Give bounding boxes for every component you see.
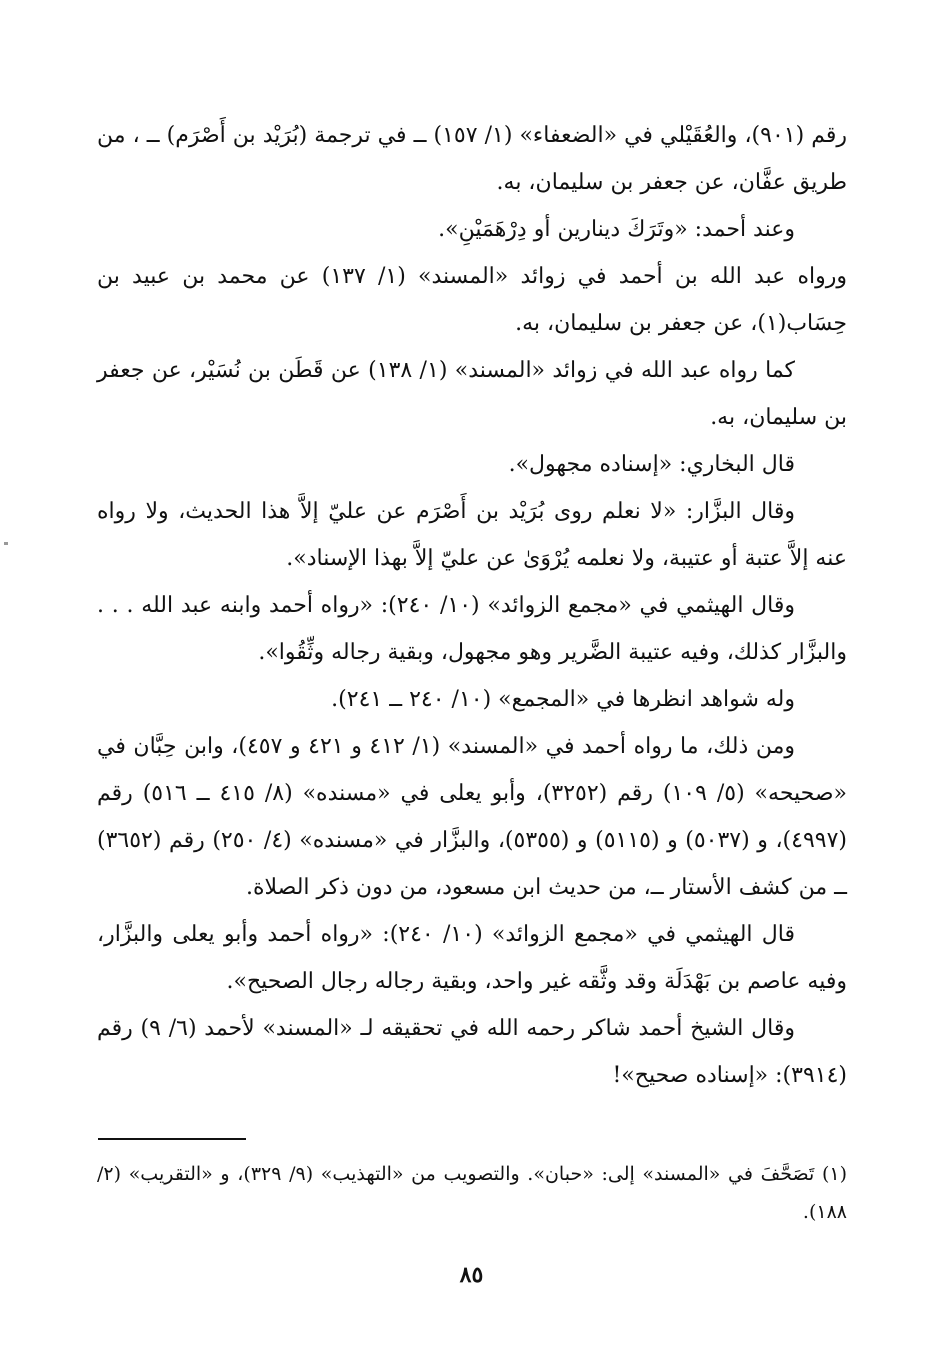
paragraph-2: وعند أحمد: «وتَرَكَ دينارين أو دِرْهَمَيْنِ». (438, 217, 795, 242)
paragraph-9: ومن ذلك، ما رواه أحمد في «المسند» (١/ ٤١٢ و ٤٢١ و ٤٥٧)، وابن حِبَّان في «صحيحه» (٥/ ١٠٩) رقم (٣٢٥٢)، وأبو يعلى في «مسنده» (٨/ ٤١٥ ــ ٥١٦) رقم (٤٩٩٧)، و (٥٠٣٧) و (٥١١٥) و (٥٣٥٥)، والبزَّار في «مسنده» (٤/ ٢٥٠) رقم (٣٦٥٢) ــ من كشف الأستار ــ، من حديث ابن مسعود، من دون ذكر الصلاة. (97, 734, 847, 900)
paragraph-3: ورواه عبد الله بن أحمد في زوائد «المسند» (١/ ١٣٧) عن محمد بن عبيد بن حِسَاب(١)، عن جعفر بن سليمان، به. (97, 264, 848, 336)
main-text (97, 112, 847, 1099)
paragraph-5: قال البخاري: «إسناده مجهول». (508, 452, 795, 477)
paragraph-6: وقال البزَّار: «لا نعلم روى بُرَيْد بن أَصْرَم عن عليّ إلاَّ هذا الحديث، ولا رواه عنه إلاَّ عتبة أو عتيبة، ولا نعلمه يُرْوَىٰ عن عليّ إلاَّ بهذا الإسناد». (97, 499, 847, 571)
footnote-separator (98, 1138, 246, 1140)
paragraph-10: قال الهيثمي في «مجمع الزوائد» (١٠/ ٢٤٠): «رواه أحمد وأبو يعلى والبزَّار، وفيه عاصم بن بَهْدَلَة وقد وثَّقه غير واحد، وبقية رجاله رجال الصحيح». (97, 922, 847, 994)
scan-mark (4, 542, 8, 545)
paragraph-11: وقال الشيخ أحمد شاكر رحمه الله في تحقيقه لـ «المسند» لأحمد (٦/ ٩) رقم (٣٩١٤): «إسناده صحيح»! (97, 1016, 847, 1088)
paragraph-1: رقم (٩٠١)، والعُقَيْلي في «الضعفاء» (١/ ١٥٧) ــ في ترجمة (بُرَيْد بن أَصْرَم) ــ ، من طريق عفَّان، عن جعفر بن سليمان، به. (97, 123, 848, 195)
paragraph-4: كما رواه عبد الله في زوائد «المسند» (١/ ١٣٨) عن قَطَن بن نُسَيْر، عن جعفر بن سليمان، به. (97, 358, 847, 430)
footnote: (١) تَصَحَّفَ في «المسند» إلى: «حبان». والتصويب من «التهذيب» (٩/ ٣٢٩)، و «التقريب» (٢/ ١٨٨). (97, 1163, 848, 1223)
paragraph-7: وقال الهيثمي في «مجمع الزوائد» (١٠/ ٢٤٠): «رواه أحمد وابنه عبد الله . . . والبزَّار كذلك، وفيه عتيبة الضَّرير وهو مجهول، وبقية رجاله وثِّقُوا». (97, 593, 847, 665)
paragraph-8: وله شواهد انظرها في «المجمع» (١٠/ ٢٤٠ ــ ٢٤١). (331, 687, 795, 712)
page-number: ٨٥ (459, 1262, 484, 1288)
